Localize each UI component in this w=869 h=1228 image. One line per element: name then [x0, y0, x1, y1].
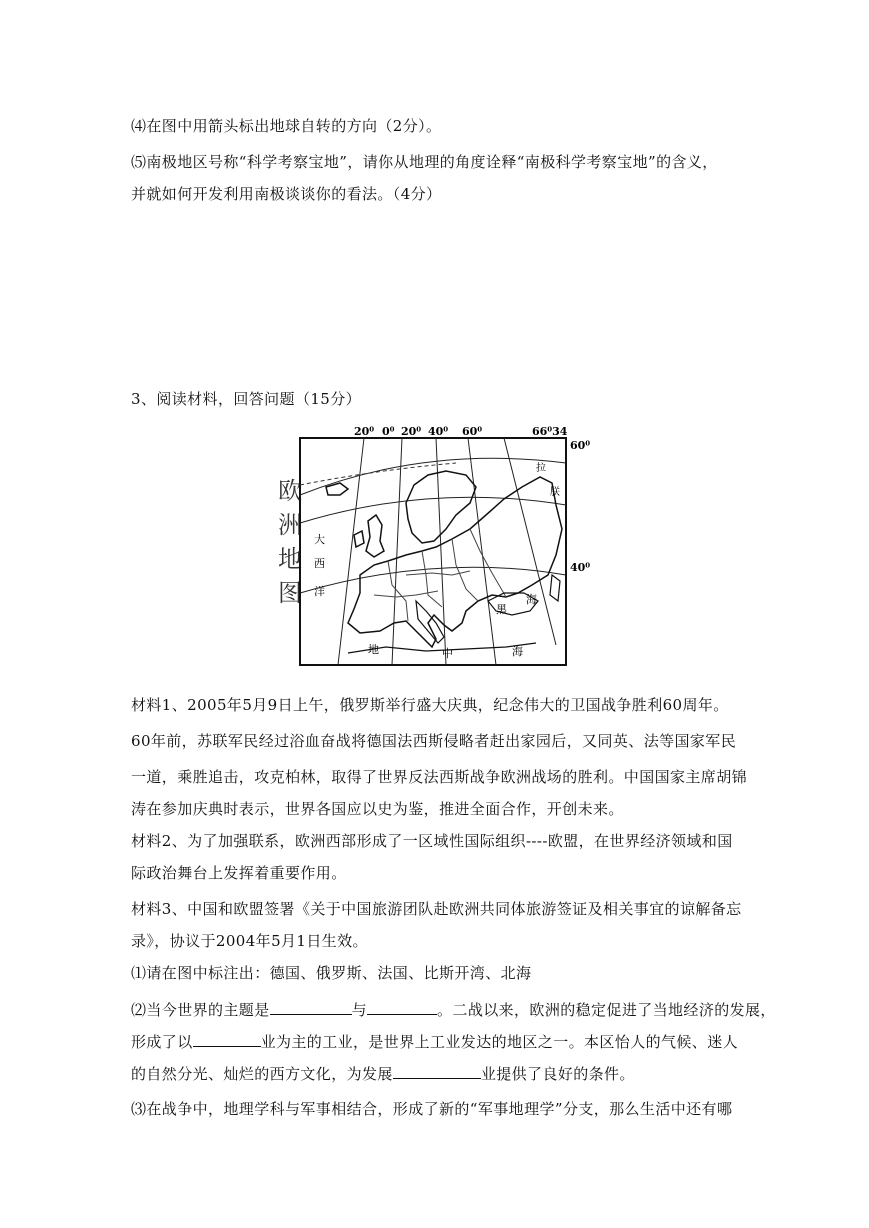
- ocean-label: 西: [314, 557, 325, 570]
- subquestion-2-line-3: [131, 1063, 635, 1084]
- subquestion-2-text: 与: [351, 1001, 368, 1019]
- mediterranean-label: 地: [368, 643, 379, 656]
- caspian-outline: [550, 575, 560, 601]
- europe-map-svg: [256, 425, 596, 670]
- black-sea-label: 黑: [496, 603, 507, 616]
- material-1-line: 60年前，苏联军民经过浴血奋战将德国法西斯侵略者赶出家园后，又同英、法等国家军民: [131, 732, 737, 750]
- map-title-char: 图: [278, 579, 302, 607]
- britain-outline: [366, 515, 384, 557]
- subquestion-2-text: 。二战以来，欧洲的稳定促进了当地经济的发展，: [437, 1001, 776, 1019]
- subquestion-1: ⑴请在图中标注出：德国、俄罗斯、法国、比斯开湾、北海: [131, 964, 532, 982]
- mediterranean-label: 海: [512, 645, 523, 658]
- latitude-label: 60⁰: [570, 439, 591, 452]
- answer-blank[interactable]: [367, 999, 437, 1015]
- latitude-line: [300, 497, 566, 523]
- answer-blank[interactable]: [393, 1063, 481, 1079]
- lapland-label: 朕: [550, 487, 560, 498]
- material-3-line: 材料3、中国和欧盟签署《关于中国旅游团队赴欧洲共同体旅游签证及相关事宜的谅解备忘: [131, 900, 742, 918]
- country-border: [422, 551, 442, 607]
- material-2-line: 材料2、为了加强联系，欧洲西部形成了一区域性国际组织----欧盟，在世界经济领域和国: [131, 832, 733, 850]
- country-border: [452, 539, 478, 601]
- material-2-line: 际政治舞台上发挥着重要作用。: [131, 864, 347, 882]
- map-frame: [300, 438, 566, 665]
- material-1-line: 涛在参加庆典时表示，世界各国应以史为鉴，推进全面合作，开创未来。: [131, 800, 624, 818]
- material-1-line: 材料1、2005年5月9日上午，俄罗斯举行盛大庆典，纪念伟大的卫国战争胜利60周年。: [131, 696, 729, 714]
- lapland-label: 拉: [536, 463, 546, 474]
- meridian-line: [338, 438, 364, 665]
- subquestion-2-text: 业为主的工业，是世界上工业发达的地区之一。本区怡人的气候、迷人: [260, 1033, 739, 1051]
- black-sea-label: 海: [526, 593, 537, 606]
- map-title-char: 欧: [278, 477, 302, 505]
- longitude-label: 40⁰: [428, 425, 449, 438]
- question-5-line-1: ⑸南极地区号称“科学考察宝地”，请你从地理的角度诠释“南极科学考察宝地”的含义，: [131, 153, 718, 171]
- ireland-outline: [354, 531, 364, 547]
- latitude-label: 40⁰: [570, 561, 591, 574]
- question-4: ⑷在图中用箭头标出地球自转的方向（2分）。: [131, 117, 442, 135]
- longitude-label: 20⁰: [354, 425, 375, 438]
- country-border: [470, 529, 506, 597]
- meridian-line: [392, 438, 402, 665]
- answer-blank[interactable]: [270, 999, 352, 1015]
- question-3-heading: 3、阅读材料，回答问题（15分）: [131, 390, 362, 408]
- subquestion-2-text: 的自然分光、灿烂的西方文化，为发展: [131, 1065, 393, 1083]
- subquestion-2-text: 形成了以: [131, 1033, 193, 1051]
- map-title-char: 洲: [278, 511, 302, 539]
- ocean-label: 洋: [314, 585, 325, 598]
- answer-blank[interactable]: [193, 1031, 261, 1047]
- subquestion-2-line-1: [131, 999, 776, 1020]
- europe-map-figure: [256, 425, 596, 670]
- map-title-char: 地: [278, 545, 302, 573]
- meridian-line: [504, 438, 556, 645]
- question-5-line-2: 并就如何开发利用南极谈谈你的看法。（4分）: [131, 185, 442, 203]
- subquestion-2-text: ⑵当今世界的主题是: [131, 1001, 270, 1019]
- meridian-line: [468, 438, 496, 665]
- country-border: [388, 561, 408, 621]
- subquestion-2-line-2: [131, 1031, 738, 1052]
- longitude-label: 20⁰: [401, 425, 422, 438]
- longitude-label: 66⁰34: [532, 425, 568, 438]
- mediterranean-label: 中: [442, 647, 453, 660]
- subquestion-2-text: 业提供了良好的条件。: [480, 1065, 635, 1083]
- italy-outline: [416, 601, 444, 643]
- subquestion-3: ⑶在战争中，地理学科与军事相结合，形成了新的“军事地理学”分支，那么生活中还有哪: [131, 1100, 733, 1118]
- longitude-label: 0⁰: [382, 425, 395, 438]
- continental-europe-outline: [348, 477, 562, 647]
- ocean-label: 大: [314, 533, 325, 546]
- longitude-label: 60⁰: [462, 425, 483, 438]
- material-3-line: 录》，协议于2004年5月1日生效。: [131, 932, 368, 950]
- latitude-line: [300, 458, 566, 495]
- material-1-line: 一道，乘胜追击，攻克柏林，取得了世界反法西斯战争欧洲战场的胜利。中国国家主席胡锦: [131, 768, 748, 786]
